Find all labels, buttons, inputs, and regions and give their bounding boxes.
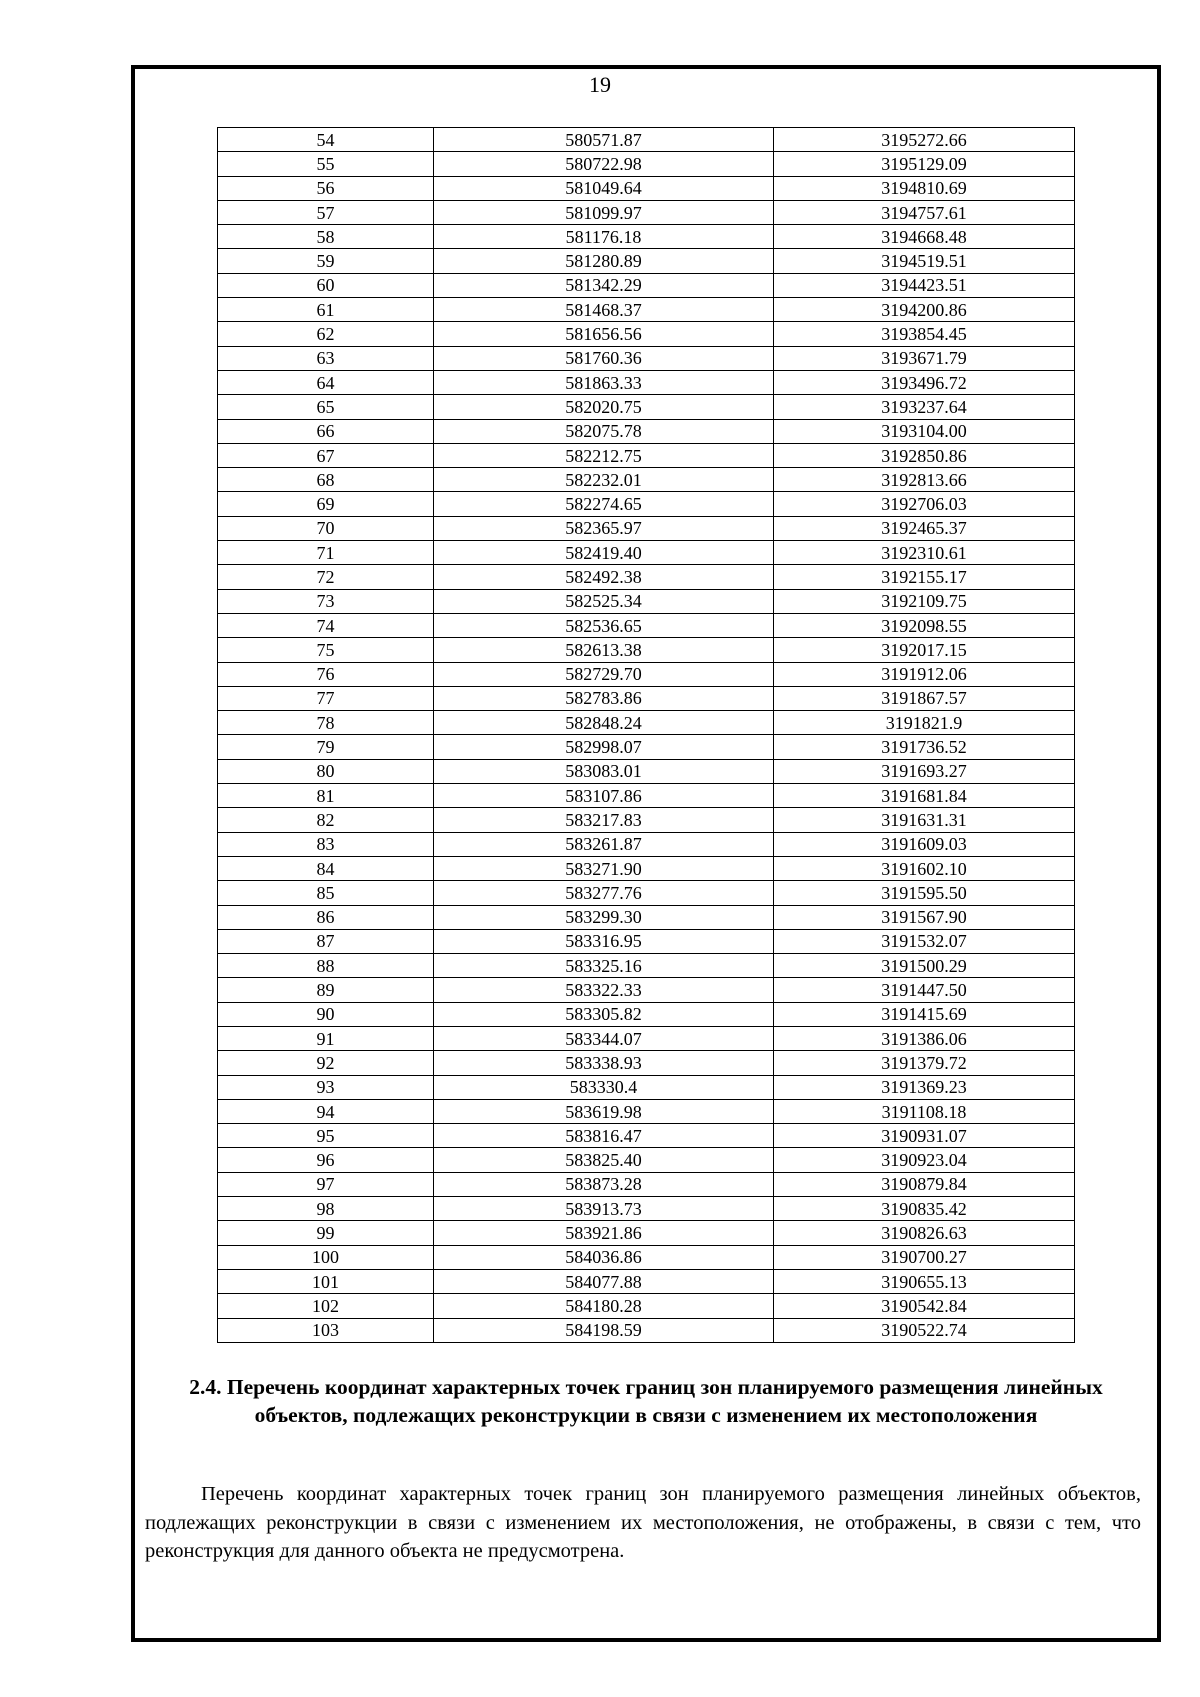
y-coordinate-cell: 3190655.13 <box>774 1269 1075 1293</box>
table-row <box>218 492 1075 516</box>
table-row <box>218 541 1075 565</box>
x-coordinate-cell: 583873.28 <box>434 1172 774 1196</box>
table-row <box>218 589 1075 613</box>
y-coordinate-cell: 3191567.90 <box>774 905 1075 929</box>
table-row <box>218 1172 1075 1196</box>
point-number-cell: 60 <box>218 273 434 297</box>
x-coordinate-cell: 581863.33 <box>434 370 774 394</box>
table-row <box>218 881 1075 905</box>
x-coordinate-cell: 582274.65 <box>434 492 774 516</box>
table-row <box>218 249 1075 273</box>
point-number-cell: 89 <box>218 978 434 1002</box>
y-coordinate-cell: 3195129.09 <box>774 152 1075 176</box>
table-row <box>218 638 1075 662</box>
point-number-cell: 95 <box>218 1124 434 1148</box>
point-number-cell: 67 <box>218 443 434 467</box>
table-row <box>218 516 1075 540</box>
point-number-cell: 96 <box>218 1148 434 1172</box>
point-number-cell: 101 <box>218 1269 434 1293</box>
point-number-cell: 72 <box>218 565 434 589</box>
x-coordinate-cell: 582419.40 <box>434 541 774 565</box>
x-coordinate-cell: 584180.28 <box>434 1294 774 1318</box>
x-coordinate-cell: 582365.97 <box>434 516 774 540</box>
x-coordinate-cell: 581176.18 <box>434 225 774 249</box>
y-coordinate-cell: 3191386.06 <box>774 1026 1075 1050</box>
y-coordinate-cell: 3193496.72 <box>774 370 1075 394</box>
x-coordinate-cell: 581049.64 <box>434 176 774 200</box>
point-number-cell: 85 <box>218 881 434 905</box>
y-coordinate-cell: 3191532.07 <box>774 929 1075 953</box>
point-number-cell: 83 <box>218 832 434 856</box>
x-coordinate-cell: 583083.01 <box>434 759 774 783</box>
point-number-cell: 59 <box>218 249 434 273</box>
point-number-cell: 86 <box>218 905 434 929</box>
table-row <box>218 176 1075 200</box>
x-coordinate-cell: 582783.86 <box>434 686 774 710</box>
table-row <box>218 419 1075 443</box>
y-coordinate-cell: 3190931.07 <box>774 1124 1075 1148</box>
y-coordinate-cell: 3192310.61 <box>774 541 1075 565</box>
point-number-cell: 66 <box>218 419 434 443</box>
y-coordinate-cell: 3191447.50 <box>774 978 1075 1002</box>
x-coordinate-cell: 583316.95 <box>434 929 774 953</box>
x-coordinate-cell: 583825.40 <box>434 1148 774 1172</box>
y-coordinate-cell: 3195272.66 <box>774 128 1075 152</box>
y-coordinate-cell: 3191609.03 <box>774 832 1075 856</box>
point-number-cell: 61 <box>218 298 434 322</box>
x-coordinate-cell: 583338.93 <box>434 1051 774 1075</box>
x-coordinate-cell: 581468.37 <box>434 298 774 322</box>
point-number-cell: 69 <box>218 492 434 516</box>
x-coordinate-cell: 582492.38 <box>434 565 774 589</box>
point-number-cell: 63 <box>218 346 434 370</box>
table-row <box>218 735 1075 759</box>
x-coordinate-cell: 582212.75 <box>434 443 774 467</box>
point-number-cell: 93 <box>218 1075 434 1099</box>
x-coordinate-cell: 581760.36 <box>434 346 774 370</box>
table-row <box>218 1269 1075 1293</box>
table-row <box>218 954 1075 978</box>
table-row <box>218 711 1075 735</box>
x-coordinate-cell: 582232.01 <box>434 468 774 492</box>
x-coordinate-cell: 583271.90 <box>434 856 774 880</box>
table-row <box>218 832 1075 856</box>
x-coordinate-cell: 583305.82 <box>434 1002 774 1026</box>
table-row <box>218 1051 1075 1075</box>
y-coordinate-cell: 3190879.84 <box>774 1172 1075 1196</box>
point-number-cell: 84 <box>218 856 434 880</box>
x-coordinate-cell: 582613.38 <box>434 638 774 662</box>
table-row <box>218 856 1075 880</box>
x-coordinate-cell: 582536.65 <box>434 613 774 637</box>
table-row <box>218 1294 1075 1318</box>
point-number-cell: 57 <box>218 200 434 224</box>
table-row <box>218 443 1075 467</box>
coordinates-table <box>217 127 1075 1343</box>
y-coordinate-cell: 3190542.84 <box>774 1294 1075 1318</box>
y-coordinate-cell: 3191693.27 <box>774 759 1075 783</box>
point-number-cell: 94 <box>218 1099 434 1123</box>
y-coordinate-cell: 3191369.23 <box>774 1075 1075 1099</box>
y-coordinate-cell: 3194757.61 <box>774 200 1075 224</box>
table-row <box>218 1075 1075 1099</box>
y-coordinate-cell: 3191912.06 <box>774 662 1075 686</box>
point-number-cell: 73 <box>218 589 434 613</box>
table-row <box>218 1197 1075 1221</box>
point-number-cell: 62 <box>218 322 434 346</box>
x-coordinate-cell: 582525.34 <box>434 589 774 613</box>
table-row <box>218 152 1075 176</box>
table-row <box>218 808 1075 832</box>
point-number-cell: 54 <box>218 128 434 152</box>
y-coordinate-cell: 3190923.04 <box>774 1148 1075 1172</box>
y-coordinate-cell: 3192465.37 <box>774 516 1075 540</box>
point-number-cell: 102 <box>218 1294 434 1318</box>
y-coordinate-cell: 3191681.84 <box>774 784 1075 808</box>
y-coordinate-cell: 3193237.64 <box>774 395 1075 419</box>
x-coordinate-cell: 582075.78 <box>434 419 774 443</box>
point-number-cell: 88 <box>218 954 434 978</box>
point-number-cell: 87 <box>218 929 434 953</box>
table-row <box>218 468 1075 492</box>
point-number-cell: 71 <box>218 541 434 565</box>
y-coordinate-cell: 3192813.66 <box>774 468 1075 492</box>
y-coordinate-cell: 3191736.52 <box>774 735 1075 759</box>
point-number-cell: 103 <box>218 1318 434 1342</box>
y-coordinate-cell: 3193104.00 <box>774 419 1075 443</box>
x-coordinate-cell: 583277.76 <box>434 881 774 905</box>
table-row <box>218 1124 1075 1148</box>
table-row <box>218 298 1075 322</box>
x-coordinate-cell: 581280.89 <box>434 249 774 273</box>
y-coordinate-cell: 3194423.51 <box>774 273 1075 297</box>
y-coordinate-cell: 3190522.74 <box>774 1318 1075 1342</box>
point-number-cell: 65 <box>218 395 434 419</box>
x-coordinate-cell: 580722.98 <box>434 152 774 176</box>
point-number-cell: 78 <box>218 711 434 735</box>
x-coordinate-cell: 583344.07 <box>434 1026 774 1050</box>
y-coordinate-cell: 3190835.42 <box>774 1197 1075 1221</box>
y-coordinate-cell: 3194668.48 <box>774 225 1075 249</box>
x-coordinate-cell: 581099.97 <box>434 200 774 224</box>
x-coordinate-cell: 583322.33 <box>434 978 774 1002</box>
table-row <box>218 565 1075 589</box>
y-coordinate-cell: 3192850.86 <box>774 443 1075 467</box>
x-coordinate-cell: 582729.70 <box>434 662 774 686</box>
x-coordinate-cell: 584198.59 <box>434 1318 774 1342</box>
x-coordinate-cell: 581342.29 <box>434 273 774 297</box>
y-coordinate-cell: 3192706.03 <box>774 492 1075 516</box>
x-coordinate-cell: 583299.30 <box>434 905 774 929</box>
point-number-cell: 80 <box>218 759 434 783</box>
point-number-cell: 68 <box>218 468 434 492</box>
table-row <box>218 759 1075 783</box>
section-heading: 2.4. Перечень координат характерных точек границ зон планируемого размещения линейных объектов, подлежащих реконструкции в связи с изменением их местоположения <box>189 1375 1103 1427</box>
table-row <box>218 1318 1075 1342</box>
table-row <box>218 784 1075 808</box>
y-coordinate-cell: 3191867.57 <box>774 686 1075 710</box>
point-number-cell: 56 <box>218 176 434 200</box>
y-coordinate-cell: 3192098.55 <box>774 613 1075 637</box>
table-row <box>218 613 1075 637</box>
y-coordinate-cell: 3192155.17 <box>774 565 1075 589</box>
point-number-cell: 77 <box>218 686 434 710</box>
table-row <box>218 1026 1075 1050</box>
x-coordinate-cell: 582020.75 <box>434 395 774 419</box>
y-coordinate-cell: 3191415.69 <box>774 1002 1075 1026</box>
y-coordinate-cell: 3192017.15 <box>774 638 1075 662</box>
x-coordinate-cell: 583816.47 <box>434 1124 774 1148</box>
table-row <box>218 322 1075 346</box>
point-number-cell: 98 <box>218 1197 434 1221</box>
point-number-cell: 82 <box>218 808 434 832</box>
table-row <box>218 225 1075 249</box>
table-row <box>218 1002 1075 1026</box>
x-coordinate-cell: 583921.86 <box>434 1221 774 1245</box>
y-coordinate-cell: 3191602.10 <box>774 856 1075 880</box>
point-number-cell: 100 <box>218 1245 434 1269</box>
table-row <box>218 273 1075 297</box>
table-row <box>218 346 1075 370</box>
y-coordinate-cell: 3194519.51 <box>774 249 1075 273</box>
table-row <box>218 395 1075 419</box>
x-coordinate-cell: 580571.87 <box>434 128 774 152</box>
point-number-cell: 97 <box>218 1172 434 1196</box>
y-coordinate-cell: 3190700.27 <box>774 1245 1075 1269</box>
point-number-cell: 79 <box>218 735 434 759</box>
x-coordinate-cell: 583217.83 <box>434 808 774 832</box>
point-number-cell: 55 <box>218 152 434 176</box>
point-number-cell: 74 <box>218 613 434 637</box>
x-coordinate-cell: 583325.16 <box>434 954 774 978</box>
y-coordinate-cell: 3191595.50 <box>774 881 1075 905</box>
point-number-cell: 76 <box>218 662 434 686</box>
table-row <box>218 686 1075 710</box>
x-coordinate-cell: 583619.98 <box>434 1099 774 1123</box>
y-coordinate-cell: 3191631.31 <box>774 808 1075 832</box>
y-coordinate-cell: 3194810.69 <box>774 176 1075 200</box>
y-coordinate-cell: 3193671.79 <box>774 346 1075 370</box>
point-number-cell: 58 <box>218 225 434 249</box>
point-number-cell: 64 <box>218 370 434 394</box>
table-row <box>218 1099 1075 1123</box>
x-coordinate-cell: 583107.86 <box>434 784 774 808</box>
x-coordinate-cell: 581656.56 <box>434 322 774 346</box>
table-row <box>218 1245 1075 1269</box>
point-number-cell: 90 <box>218 1002 434 1026</box>
table-row <box>218 1221 1075 1245</box>
table-row <box>218 1148 1075 1172</box>
y-coordinate-cell: 3193854.45 <box>774 322 1075 346</box>
y-coordinate-cell: 3194200.86 <box>774 298 1075 322</box>
table-row <box>218 929 1075 953</box>
table-row <box>218 978 1075 1002</box>
x-coordinate-cell: 583913.73 <box>434 1197 774 1221</box>
y-coordinate-cell: 3192109.75 <box>774 589 1075 613</box>
table-row <box>218 662 1075 686</box>
x-coordinate-cell: 582998.07 <box>434 735 774 759</box>
point-number-cell: 75 <box>218 638 434 662</box>
point-number-cell: 70 <box>218 516 434 540</box>
point-number-cell: 99 <box>218 1221 434 1245</box>
point-number-cell: 92 <box>218 1051 434 1075</box>
y-coordinate-cell: 3191500.29 <box>774 954 1075 978</box>
page-number: 19 <box>589 72 611 97</box>
y-coordinate-cell: 3191108.18 <box>774 1099 1075 1123</box>
x-coordinate-cell: 584036.86 <box>434 1245 774 1269</box>
point-number-cell: 81 <box>218 784 434 808</box>
point-number-cell: 91 <box>218 1026 434 1050</box>
x-coordinate-cell: 582848.24 <box>434 711 774 735</box>
x-coordinate-cell: 583330.4 <box>434 1075 774 1099</box>
table-row <box>218 128 1075 152</box>
x-coordinate-cell: 584077.88 <box>434 1269 774 1293</box>
table-row <box>218 370 1075 394</box>
table-row <box>218 905 1075 929</box>
table-row <box>218 200 1075 224</box>
y-coordinate-cell: 3191379.72 <box>774 1051 1075 1075</box>
x-coordinate-cell: 583261.87 <box>434 832 774 856</box>
section-paragraph: Перечень координат характерных точек границ зон планируемого размещения линейных объектов, подлежащих реконструкции в связи с изменением их местоположения, не отображены, в связи с тем, что реконструкция для данного объекта не предусмотрена. <box>145 1483 1141 1562</box>
y-coordinate-cell: 3190826.63 <box>774 1221 1075 1245</box>
y-coordinate-cell: 3191821.9 <box>774 711 1075 735</box>
